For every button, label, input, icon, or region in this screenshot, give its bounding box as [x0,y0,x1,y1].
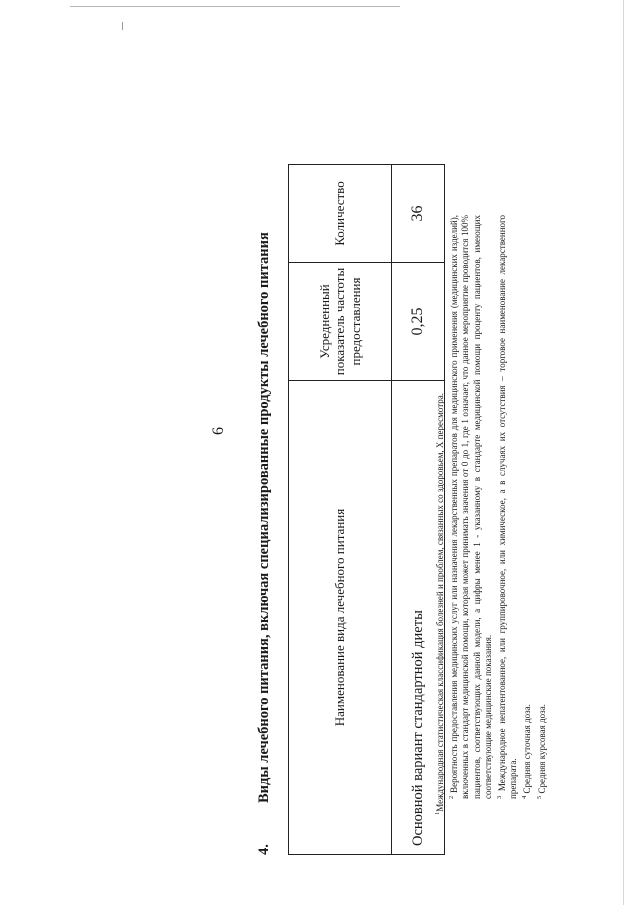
footnote-4: $^4$ Средняя суточная доза. [521,704,533,799]
rotated-page-content [210,75,570,855]
diet-table [288,164,445,855]
section-number: 4. [256,844,272,855]
scan-edge-top [70,6,400,7]
cell-quantity: 36 [392,165,445,263]
footnote-2: $^2$ Вероятность предоставления медицинских услуг или назначения лекарственных препаратов для медицинского применения (медицинских изделий), включенных в стандарт медицинской помощи, которая может принимать значения от 0 до 1, где 1 означает, что данное мероприятие проводится 100% пациентов, соответствующих данной модели, а цифры менее 1 - указанному в стандарте медицинской помощи проценту пациентов, имеющих соответствующие медицинские показания. [448,215,493,799]
footnote-3: $^3$ Международное непатентованное, или группировочное, или химическое, а в случаях их отсутствия – торговое наименование лекарственного препарата. [496,215,519,799]
header-quantity: Количество [289,165,392,263]
footnote-5: $^5$ Средняя курсовая доза. [535,704,547,799]
scan-edge-right [623,0,624,905]
page-number: 6 [210,427,227,435]
section-heading [256,75,273,855]
header-frequency: Усредненный показатель частоты предоставления [289,263,392,381]
scan-mark [122,22,123,30]
footnotes [432,215,548,815]
table-header-row [289,165,392,855]
cell-diet-name: Основной вариант стандартной диеты [392,381,445,855]
section-title: Виды лечебного питания, включая специализированные продукты лечебного питания [256,232,272,803]
header-diet-name: Наименование вида лечебного питания [289,381,392,855]
cell-frequency: 0,25 [392,263,445,381]
footnote-1: $^1$Международная статистическая классификация болезней и проблем, связанных со здоровьем, X пересмотра. [434,392,445,815]
